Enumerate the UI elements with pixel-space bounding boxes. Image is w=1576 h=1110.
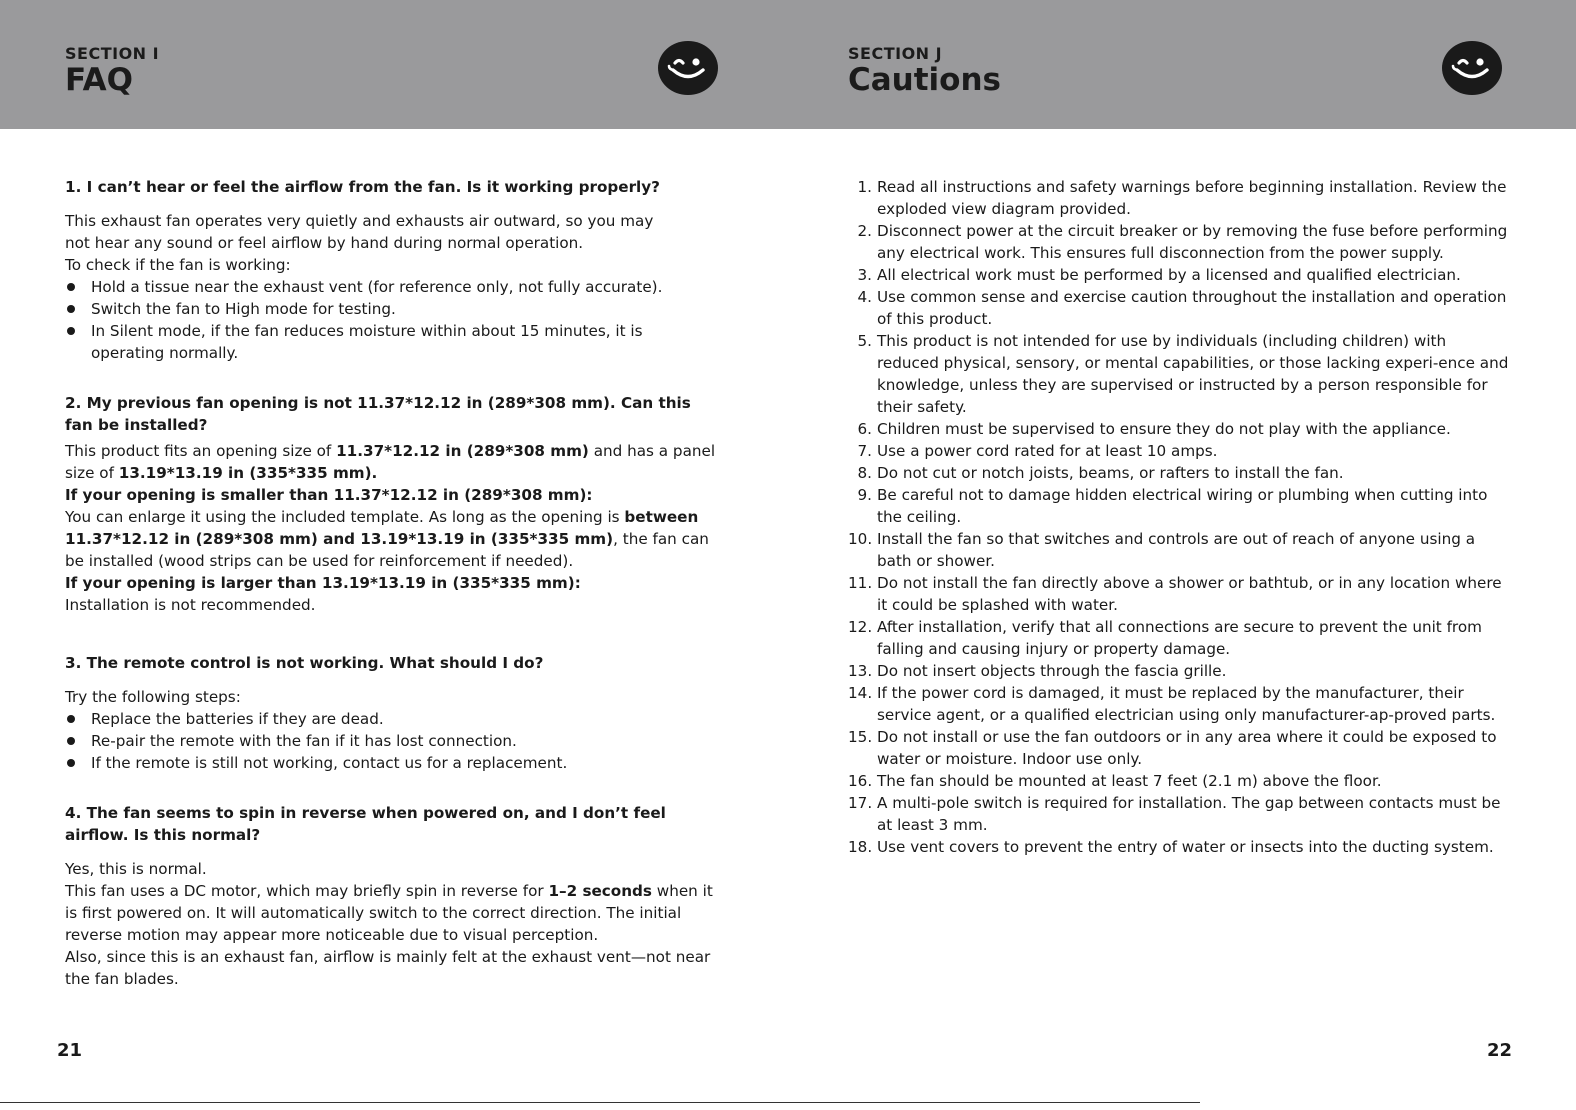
caution-item xyxy=(848,528,1512,572)
caution-number: 13. xyxy=(848,662,873,680)
caution-number: 11. xyxy=(848,574,873,592)
caution-text: Do not cut or notch joists, beams, or rafters to install the fan. xyxy=(877,464,1344,482)
caution-item xyxy=(852,286,1512,330)
caution-number: 6. xyxy=(857,420,872,438)
caution-item xyxy=(848,770,1512,792)
caution-number: 17. xyxy=(848,794,873,812)
caution-text: Read all instructions and safety warnings before beginning installation. Review the exploded view diagram provided. xyxy=(877,178,1507,218)
caution-item xyxy=(852,220,1512,264)
faq-bullet: Switch the fan to High mode for testing. xyxy=(65,298,720,320)
page-number-left: 21 xyxy=(57,1040,83,1061)
faq-subheading-smaller: If your opening is smaller than 11.37*12.12 in (289*308 mm): xyxy=(65,486,593,504)
faq-question-3: 3. The remote control is not working. What should I do? xyxy=(65,654,544,672)
caution-item xyxy=(852,484,1512,528)
caution-number: 18. xyxy=(848,838,873,856)
answer-text: This product fits an opening size of xyxy=(65,442,337,460)
caution-text: Use a power cord rated for at least 10 amps. xyxy=(877,442,1218,460)
caution-number: 10. xyxy=(848,530,873,548)
caution-item xyxy=(848,792,1512,836)
caution-number: 8. xyxy=(857,464,872,482)
faq-answer-1-line: To check if the fan is working: xyxy=(65,256,291,274)
caution-text: A multi-pole switch is required for installation. The gap between contacts must be at least 3 mm. xyxy=(877,794,1501,834)
caution-text: The fan should be mounted at least 7 feet (2.1 m) above the floor. xyxy=(877,772,1382,790)
caution-number: 2. xyxy=(857,222,872,240)
caution-text: Use vent covers to prevent the entry of water or insects into the ducting system. xyxy=(877,838,1494,856)
caution-text: Install the fan so that switches and controls are out of reach of anyone using a bath or shower. xyxy=(877,530,1476,570)
cautions-list xyxy=(848,176,1512,858)
caution-number: 15. xyxy=(848,728,873,746)
caution-text: Use common sense and exercise caution throughout the installation and operation of this product. xyxy=(877,288,1507,328)
bottom-divider xyxy=(0,1102,1200,1103)
caution-item xyxy=(848,682,1512,726)
faq-question-1: 1. I can’t hear or feel the airflow from the fan. Is it working properly? xyxy=(65,178,660,196)
section-label-left: SECTION I xyxy=(65,44,160,63)
faq-question-4: 4. The fan seems to spin in reverse when powered on, and I don’t feel airflow. Is this normal? xyxy=(65,804,666,844)
section-label-right: SECTION J xyxy=(848,44,943,63)
caution-text: Do not install or use the fan outdoors or in any area where it could be exposed to water or moisture. Indoor use only. xyxy=(877,728,1497,768)
answer-bold-text: between 11.37*12.12 in (289*308 mm) and 13.19*13.19 in (335*335 mm) xyxy=(65,508,699,548)
faq-subheading-larger: If your opening is larger than 13.19*13.19 in (335*335 mm): xyxy=(65,574,581,592)
caution-number: 4. xyxy=(857,288,872,306)
caution-text: Disconnect power at the circuit breaker or by removing the fuse before performing any electrical work. This ensures full disconnection from the power supply. xyxy=(877,222,1508,262)
header-band xyxy=(0,0,1576,129)
caution-text: If the power cord is damaged, it must be replaced by the manufacturer, their service agent, or a qualified electrician using only manufacturer-ap-proved parts. xyxy=(877,684,1496,724)
caution-number: 7. xyxy=(857,442,872,460)
faq-answer-2-paragraph xyxy=(65,440,720,484)
caution-item xyxy=(852,440,1512,462)
caution-number: 3. xyxy=(857,266,872,284)
caution-number: 14. xyxy=(848,684,873,702)
faq-answer-4-paragraph: Yes, this is normal. xyxy=(65,860,207,878)
answer-bold-text: 11.37*12.12 in (289*308 mm) xyxy=(336,442,589,460)
answer-text: This fan uses a DC motor, which may briefly spin in reverse for xyxy=(65,882,549,900)
faq-bullet: If the remote is still not working, contact us for a replacement. xyxy=(65,752,720,774)
caution-text: This product is not intended for use by individuals (including children) with reduced physical, sensory, or mental capabilities, or those lacking experi-ence and knowledge, unless they are supervised or instructed by a person responsible for their safety. xyxy=(877,332,1509,416)
page-number-right: 22 xyxy=(1487,1040,1513,1061)
smiley-wink-icon xyxy=(1441,40,1503,96)
caution-text: Do not install the fan directly above a shower or bathtub, or in any location where it could be splashed with water. xyxy=(877,574,1502,614)
faq-answer-2-paragraph xyxy=(65,506,720,572)
caution-item xyxy=(848,660,1512,682)
caution-text: Do not insert objects through the fascia grille. xyxy=(877,662,1227,680)
caution-number: 16. xyxy=(848,772,873,790)
section-title-left: FAQ xyxy=(65,62,133,98)
caution-text: All electrical work must be performed by a licensed and qualified electrician. xyxy=(877,266,1461,284)
faq-question-2: 2. My previous fan opening is not 11.37*12.12 in (289*308 mm). Can this fan be installed? xyxy=(65,394,691,434)
caution-number: 9. xyxy=(857,486,872,504)
faq-answer-1-line: This exhaust fan operates very quietly and exhausts air outward, so you may xyxy=(65,212,654,230)
faq-bullet: Hold a tissue near the exhaust vent (for reference only, not fully accurate). xyxy=(65,276,720,298)
caution-item xyxy=(848,572,1512,616)
answer-text: You can enlarge it using the included template. As long as the opening is xyxy=(65,508,625,526)
faq-answer-4-paragraph: Also, since this is an exhaust fan, airflow is mainly felt at the exhaust vent—not near the fan blades. xyxy=(65,948,711,988)
answer-text: when it is first powered on. It will automatically switch to the correct direction. The initial reverse motion may appear more noticeable due to visual perception. xyxy=(65,882,713,944)
caution-item xyxy=(852,264,1512,286)
answer-text: and has a panel size of xyxy=(65,442,716,482)
caution-item xyxy=(848,616,1512,660)
faq-bullet: Re-pair the remote with the fan if it has lost connection. xyxy=(65,730,720,752)
faq-column xyxy=(65,176,720,990)
answer-bold-text: 13.19*13.19 in (335*335 mm). xyxy=(118,464,378,482)
caution-item xyxy=(852,462,1512,484)
caution-item xyxy=(848,836,1512,858)
caution-text: Be careful not to damage hidden electrical wiring or plumbing when cutting into the ceiling. xyxy=(877,486,1488,526)
caution-item xyxy=(852,418,1512,440)
caution-number: 5. xyxy=(857,332,872,350)
section-title-right: Cautions xyxy=(848,62,1002,98)
faq-bullet: Replace the batteries if they are dead. xyxy=(65,708,720,730)
faq-answer-3-intro: Try the following steps: xyxy=(65,688,241,706)
answer-bold-text: 1–2 seconds xyxy=(548,882,652,900)
caution-text: Children must be supervised to ensure they do not play with the appliance. xyxy=(877,420,1451,438)
caution-number: 1. xyxy=(857,178,872,196)
faq-answer-2-paragraph: Installation is not recommended. xyxy=(65,596,316,614)
caution-text: After installation, verify that all connections are secure to prevent the unit from falling and causing injury or property damage. xyxy=(877,618,1482,658)
faq-answer-4-paragraph xyxy=(65,880,720,946)
caution-item xyxy=(852,176,1512,220)
smiley-wink-icon xyxy=(657,40,719,96)
caution-item xyxy=(852,330,1512,418)
cautions-column xyxy=(848,176,1512,858)
caution-number: 12. xyxy=(848,618,873,636)
faq-bullet: In Silent mode, if the fan reduces moisture within about 15 minutes, it is operating normally. xyxy=(65,320,720,364)
faq-answer-1-line: not hear any sound or feel airflow by hand during normal operation. xyxy=(65,234,584,252)
caution-item xyxy=(848,726,1512,770)
answer-text: , the fan can be installed (wood strips can be used for reinforcement if needed). xyxy=(65,530,709,570)
